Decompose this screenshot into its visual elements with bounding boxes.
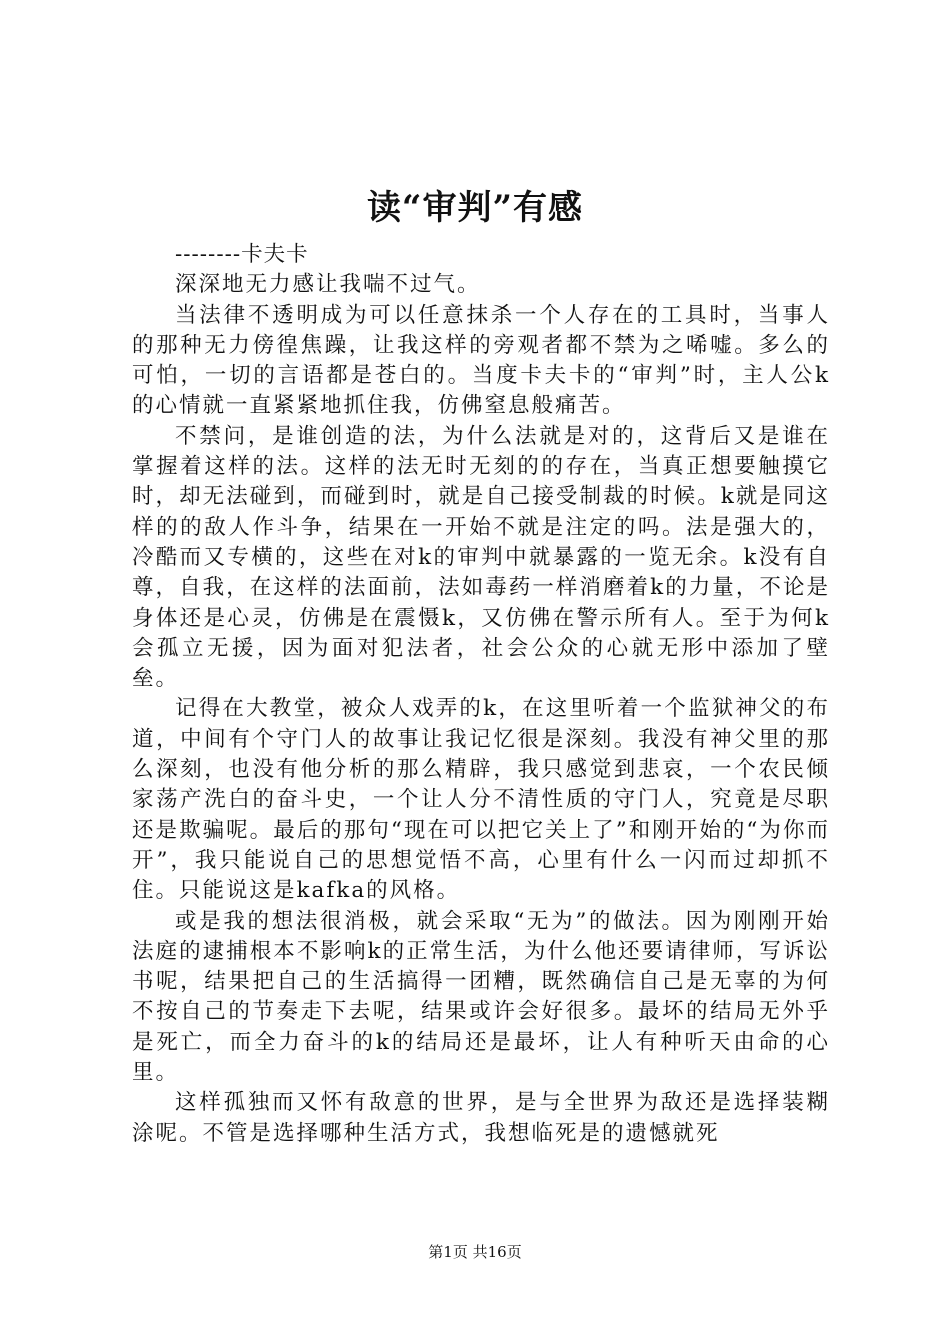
document-title: 读“审判”有感	[366, 188, 584, 228]
paragraph: 记得在大教堂，被众人戏弄的k，在这里听着一个监狱神父的布道，中间有个守门人的故事让我记忆很是深刻。我没有神父里的那么深刻，也没有他分析的那么精辟，我只感觉到悲哀，一个农民倾家荡产洗白的奋斗史，一个让人分不清性质的守门人，究竟是尽职还是欺骗呢。最后的那句“现在可以把它关上了”和刚开始的“为你而开”，我只能说自己的思想觉悟不高，心里有什么一闪而过却抓不住。只能说这是kafka的风格。	[132, 696, 830, 904]
paragraph: 深深地无力感让我喘不过气。	[175, 272, 481, 298]
document-body	[132, 240, 830, 1190]
author-line: --------卡夫卡	[175, 242, 309, 267]
paragraph: 这样孤独而又怀有敌意的世界，是与全世界为敌还是选择装糊涂呢。不管是选择哪种生活方式，我想临死是的遗憾就死	[132, 1090, 830, 1146]
page-footer: 第1页 共16页	[428, 1243, 522, 1261]
paragraph: 当法律不透明成为可以任意抹杀一个人存在的工具时，当事人的那种无力傍徨焦躁，让我这样的旁观者都不禁为之唏嘘。多么的可怕，一切的言语都是苍白的。当度卡夫卡的“审判”时，主人公k的心情就一直紧紧地抓住我，仿佛窒息般痛苦。	[132, 302, 830, 419]
paragraph: 或是我的想法很消极，就会采取“无为”的做法。因为刚刚开始法庭的逮捕根本不影响k的正常生活，为什么他还要请律师，写诉讼书呢，结果把自己的生活搞得一团糟，既然确信自己是无辜的为何不按自己的节奏走下去呢，结果或许会好很多。最坏的结局无外乎是死亡，而全力奋斗的k的结局还是最坏，让人有种听天由命的心里。	[132, 908, 830, 1086]
paragraph: 不禁问，是谁创造的法，为什么法就是对的，这背后又是谁在掌握着这样的法。这样的法无时无刻的的存在，当真正想要触摸它时，却无法碰到，而碰到时，就是自己接受制裁的时候。k就是同这样的的敌人作斗争，结果在一开始不就是注定的吗。法是强大的，冷酷而又专横的，这些在对k的审判中就暴露的一览无余。k没有自尊，自我，在这样的法面前，法如毒药一样消磨着k的力量，不论是身体还是心灵，仿佛是在震慑k，又仿佛在警示所有人。至于为何k会孤立无援，因为面对犯法者，社会公众的心就无形中添加了壁垒。	[132, 423, 830, 692]
